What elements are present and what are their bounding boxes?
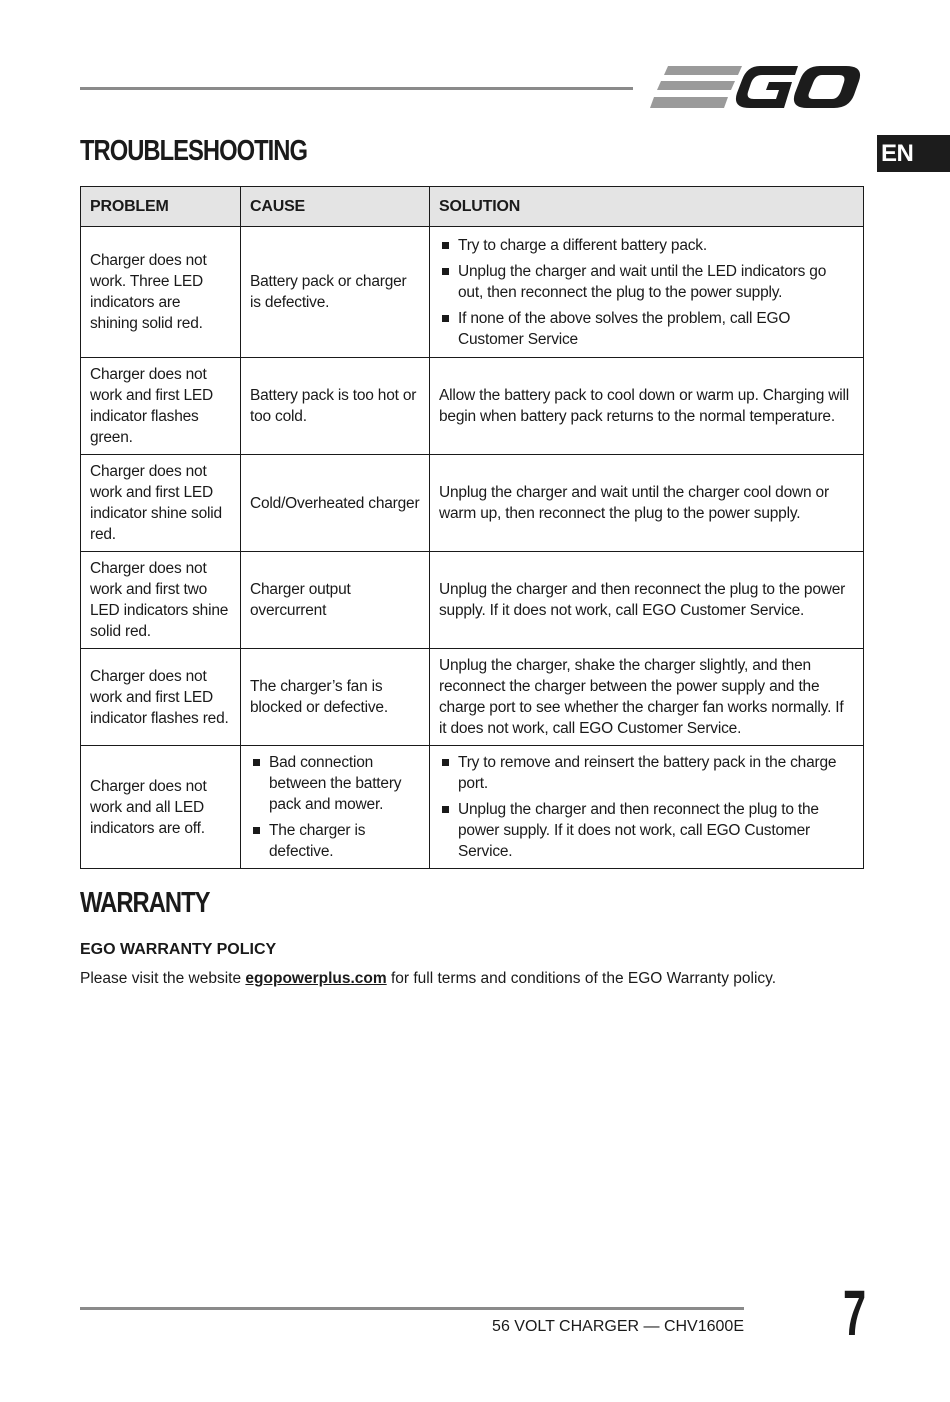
cause-cell: Charger output overcurrent bbox=[241, 552, 430, 649]
table-row bbox=[81, 227, 864, 358]
table-row bbox=[81, 746, 864, 869]
column-header-solution: SOLUTION bbox=[430, 187, 864, 227]
cause-cell: Cold/Overheated charger bbox=[241, 455, 430, 552]
solution-cell: Allow the battery pack to cool down or warm up. Charging will begin when battery pack returns to the normal temperature. bbox=[430, 358, 864, 455]
table-header-row bbox=[81, 187, 864, 227]
solution-item: Unplug the charger and then reconnect the plug to the power supply. If it does not work, call EGO Customer Service. bbox=[439, 799, 854, 862]
solution-cell: Unplug the charger and then reconnect the plug to the power supply. If it does not work, call EGO Customer Service. bbox=[430, 552, 864, 649]
cause-cell: The charger’s fan is blocked or defective. bbox=[241, 649, 430, 746]
language-tab: EN bbox=[877, 135, 950, 172]
problem-cell: Charger does not work and first LED indicator flashes red. bbox=[81, 649, 241, 746]
table-row bbox=[81, 358, 864, 455]
warranty-title: WARRANTY bbox=[80, 887, 210, 919]
solution-cell bbox=[430, 746, 864, 869]
warranty-text-before: Please visit the website bbox=[80, 970, 246, 987]
problem-cell: Charger does not work. Three LED indicators are shining solid red. bbox=[81, 227, 241, 358]
table-row bbox=[81, 552, 864, 649]
cause-item: The charger is defective. bbox=[250, 820, 420, 862]
table-row bbox=[81, 649, 864, 746]
cause-cell: Battery pack is too hot or too cold. bbox=[241, 358, 430, 455]
problem-cell: Charger does not work and first LED indicator shine solid red. bbox=[81, 455, 241, 552]
ego-logo bbox=[650, 62, 862, 110]
solution-item: Try to charge a different battery pack. bbox=[439, 235, 854, 256]
table-row bbox=[81, 455, 864, 552]
solution-item: Unplug the charger and wait until the LED indicators go out, then reconnect the plug to the power supply. bbox=[439, 261, 854, 303]
header-rule bbox=[80, 87, 633, 90]
cause-cell: Battery pack or charger is defective. bbox=[241, 227, 430, 358]
page-number: 7 bbox=[843, 1277, 867, 1349]
warranty-subheading: EGO WARRANTY POLICY bbox=[80, 941, 277, 958]
column-header-problem: PROBLEM bbox=[81, 187, 241, 227]
problem-cell: Charger does not work and all LED indicators are off. bbox=[81, 746, 241, 869]
troubleshooting-title: TROUBLESHOOTING bbox=[80, 135, 308, 167]
solution-cell: Unplug the charger and wait until the charger cool down or warm up, then reconnect the plug to the power supply. bbox=[430, 455, 864, 552]
problem-cell: Charger does not work and first LED indicator flashes green. bbox=[81, 358, 241, 455]
warranty-text-after: for full terms and conditions of the EGO Warranty policy. bbox=[386, 970, 777, 987]
column-header-cause: CAUSE bbox=[241, 187, 430, 227]
problem-cell: Charger does not work and first two LED indicators shine solid red. bbox=[81, 552, 241, 649]
solution-cell bbox=[430, 227, 864, 358]
footer-rule bbox=[80, 1307, 744, 1310]
cause-item: Bad connection between the battery pack and mower. bbox=[250, 752, 420, 815]
warranty-website-link[interactable]: egopowerplus.com bbox=[245, 970, 387, 987]
solution-item: Try to remove and reinsert the battery pack in the charge port. bbox=[439, 752, 854, 794]
cause-cell bbox=[241, 746, 430, 869]
solution-cell: Unplug the charger, shake the charger slightly, and then reconnect the charger between the power supply and the charge port to see whether the charger fan works normally. If it does not work, call EGO Customer Service. bbox=[430, 649, 864, 746]
warranty-text bbox=[80, 970, 776, 988]
troubleshooting-table bbox=[80, 186, 864, 869]
footer-product-label: 56 VOLT CHARGER — CHV1600E bbox=[492, 1318, 744, 1335]
solution-item: If none of the above solves the problem, call EGO Customer Service bbox=[439, 308, 854, 350]
